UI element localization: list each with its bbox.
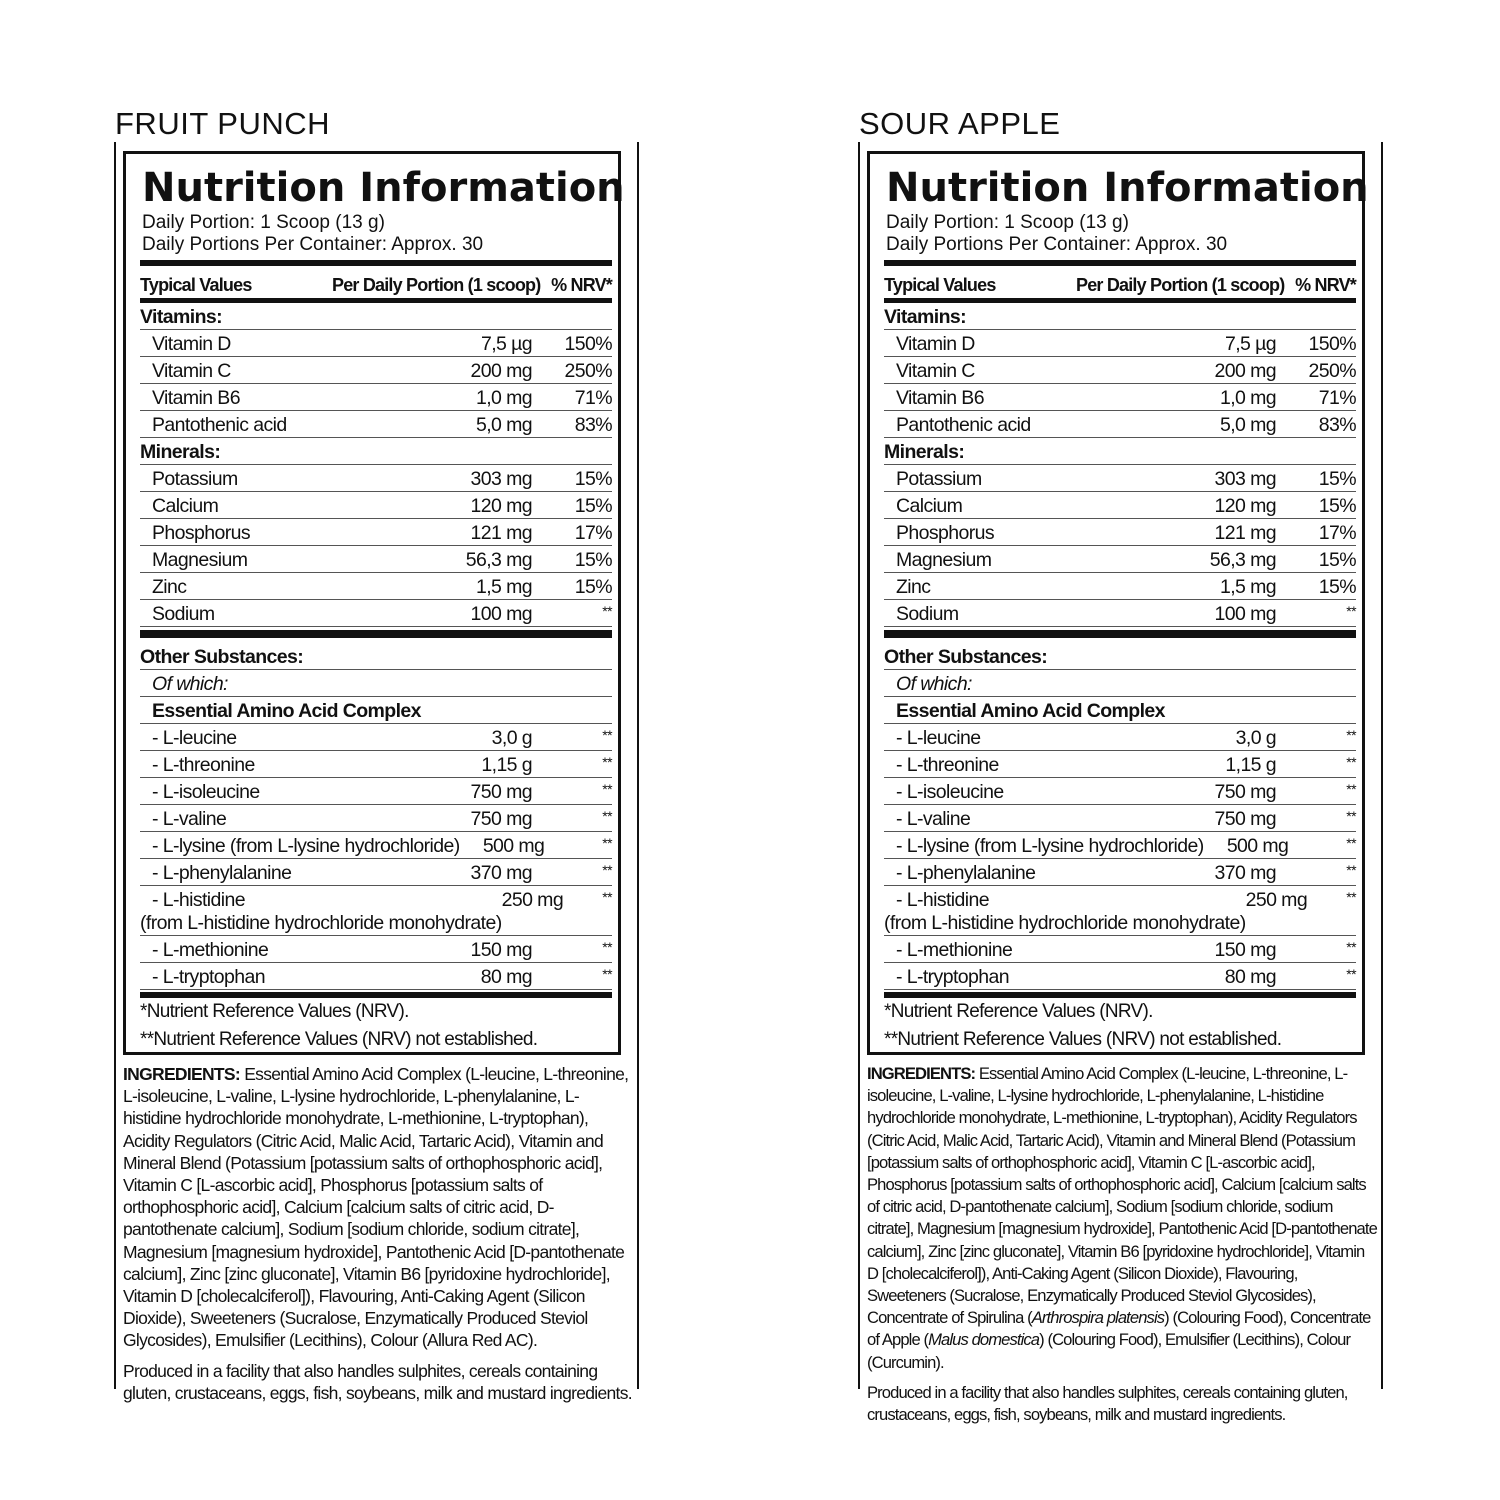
row-name: Calcium (896, 495, 963, 517)
row-nrv: 150% (1308, 333, 1356, 355)
row-amount: 500 mg (482, 835, 545, 857)
table-row (140, 859, 612, 886)
row-amount: 1,0 mg (1219, 387, 1276, 409)
header-nrv: % NRV* (551, 275, 612, 295)
row-amount: 3,0 g (1235, 727, 1276, 749)
row-nrv: ** (602, 835, 612, 851)
table-row (140, 411, 612, 438)
row-amount: 1,15 g (1225, 754, 1276, 776)
footnote-nrv-not-established: **Nutrient Reference Values (NRV) not established. (140, 1029, 538, 1050)
row-nrv: ** (602, 603, 612, 619)
row-nrv: 15% (574, 468, 612, 490)
row-nrv: 15% (574, 576, 612, 598)
row-amount: 150 mg (470, 939, 532, 961)
table-row (140, 936, 612, 963)
row-nrv: ** (602, 939, 612, 955)
divider (140, 630, 612, 638)
row-amount: 150 mg (1214, 939, 1276, 961)
row-name: Pantothenic acid (896, 414, 1031, 436)
row-nrv: ** (1346, 862, 1356, 878)
row-amount: 1,15 g (481, 754, 532, 776)
amino-acid-list-2 (884, 936, 1356, 990)
header-nrv: % NRV* (1295, 275, 1356, 295)
row-amount: 750 mg (470, 781, 532, 803)
row-nrv: 15% (1318, 468, 1356, 490)
daily-portion: Daily Portion: 1 Scoop (13 g) (886, 212, 1129, 233)
footnote-nrv: *Nutrient Reference Values (NRV). (884, 1001, 1153, 1022)
header-per-portion: Per Daily Portion (1 scoop) (1076, 275, 1285, 295)
table-row (884, 832, 1356, 859)
row-amount: 80 mg (480, 966, 532, 988)
row-nrv: ** (1346, 966, 1356, 982)
footnote-nrv: *Nutrient Reference Values (NRV). (140, 1001, 409, 1022)
row-amount: 1,5 mg (1219, 576, 1276, 598)
row-nrv: ** (1346, 835, 1356, 851)
row-amount: 750 mg (1214, 781, 1276, 803)
row-name: - L-threonine (896, 754, 999, 776)
flavor-title: SOUR APPLE (859, 106, 1061, 141)
row-nrv: ** (1346, 781, 1356, 797)
table-row (884, 751, 1356, 778)
row-amount: 303 mg (470, 468, 532, 490)
row-nrv: 15% (574, 549, 612, 571)
row-name: - L-leucine (896, 727, 981, 749)
row-name: - L-histidine (896, 889, 989, 911)
divider (884, 630, 1356, 638)
row-nrv: ** (602, 889, 612, 905)
row-name: - L-leucine (152, 727, 237, 749)
header-per-portion: Per Daily Portion (1 scoop) (332, 275, 541, 295)
table-header (140, 266, 612, 296)
table-row (884, 357, 1356, 384)
row-amount: 7,5 µg (1224, 333, 1276, 355)
table-row (140, 519, 612, 546)
row-amount: 750 mg (1214, 808, 1276, 830)
row-name: Potassium (152, 468, 238, 490)
row-name: - L-valine (896, 808, 971, 830)
row-nrv: 71% (1318, 387, 1356, 409)
row-nrv: 71% (574, 387, 612, 409)
row-nrv: 17% (574, 522, 612, 544)
footnote-nrv-not-established: **Nutrient Reference Values (NRV) not established. (884, 1029, 1282, 1050)
row-name: - L-methionine (896, 939, 1013, 961)
header-typical-values: Typical Values (884, 275, 996, 295)
row-amount: 7,5 µg (480, 333, 532, 355)
row-amount: 1,0 mg (475, 387, 532, 409)
portions-per-container: Daily Portions Per Container: Approx. 30 (142, 234, 484, 255)
row-name: Sodium (896, 603, 959, 625)
label-edge-left (114, 142, 116, 1389)
table-row (884, 936, 1356, 963)
table-header (884, 266, 1356, 296)
row-amount: 100 mg (470, 603, 532, 625)
row-amount: 750 mg (470, 808, 532, 830)
table-row (884, 465, 1356, 492)
table-row (140, 384, 612, 411)
row-nrv: ** (1346, 754, 1356, 770)
nutrition-panel (123, 151, 625, 1055)
ingredients-text: INGREDIENTS: Essential Amino Acid Complex (L-leucine, L-threonine, L-isoleucine, L-valine, L-lysine hydrochloride, L-phenylalanine, L-histidine hydrochloride monohydrate, L-methionine, L-tryptophan), Acidity Regulators (Citric Acid, Malic Acid, Tartaric Acid), Vitamin and Mineral Blend (Potassium [potassium salts of orthophosphoric acid], Vitamin C [L-ascorbic acid], Phosphorus [potassium salts of orthophosphoric acid], Calcium [calcium salts of citric acid, D-pantothenate calcium], Sodium [sodium chloride, sodium citrate], Magnesium [magnesium hydroxide], Pantothenic Acid [D-pantothenate calcium], Zinc [zinc gluconate], Vitamin B6 [pyridoxine hydrochloride], Vitamin D [cholecalciferol]), Anti-Caking Agent (Silicon Dioxide), Flavouring, Sweeteners (Sucralose, Enzymatically Produced Steviol Glycosides), Concentrate of Spirulina (Arthrospira platensis) (Colouring Food), Concentrate of Apple (Malus domestica) (Colouring Food), Emulsifier (Lecithins), Colour (Curcumin). (867, 1064, 1377, 1372)
row-name: - L-threonine (152, 754, 255, 776)
row-amount: 370 mg (1214, 862, 1276, 884)
vitamins-heading: Vitamins: (140, 303, 612, 330)
other-substances-heading: Other Substances: (884, 638, 1356, 670)
row-subname: (from L-histidine hydrochloride monohydrate) (884, 912, 1246, 934)
row-name: - L-lysine (from L-lysine hydrochloride) (896, 835, 1204, 857)
row-name: Vitamin B6 (152, 387, 240, 409)
row-amount: 5,0 mg (475, 414, 532, 436)
row-name: - L-phenylalanine (152, 862, 292, 884)
table-row (140, 963, 612, 990)
panel-title: Nutrition Information (886, 165, 1369, 211)
row-name: Pantothenic acid (152, 414, 287, 436)
row-nrv: 15% (1318, 495, 1356, 517)
minerals-list (884, 465, 1356, 627)
row-name: Phosphorus (152, 522, 251, 544)
row-amount: 56,3 mg (465, 549, 532, 571)
row-amount: 500 mg (1226, 835, 1289, 857)
row-name: Zinc (152, 576, 187, 598)
table-row (140, 805, 612, 832)
table-row (884, 778, 1356, 805)
table-row (140, 330, 612, 357)
row-amount: 121 mg (470, 522, 532, 544)
table-row (140, 600, 612, 627)
row-amount: 5,0 mg (1219, 414, 1276, 436)
row-nrv: ** (1346, 603, 1356, 619)
row-subname: (from L-histidine hydrochloride monohydrate) (140, 912, 502, 934)
row-name: - L-valine (152, 808, 227, 830)
row-name: - L-histidine (152, 889, 245, 911)
vitamins-list (884, 330, 1356, 438)
amino-acid-list (140, 724, 612, 886)
row-name: - L-tryptophan (896, 966, 1009, 988)
table-row (884, 886, 1356, 936)
row-nrv: ** (602, 781, 612, 797)
row-amount: 120 mg (1214, 495, 1276, 517)
row-name: Phosphorus (896, 522, 995, 544)
minerals-heading: Minerals: (884, 438, 1356, 465)
table-row (884, 546, 1356, 573)
panel-title: Nutrition Information (142, 165, 625, 211)
row-amount: 121 mg (1214, 522, 1276, 544)
row-amount: 56,3 mg (1209, 549, 1276, 571)
row-name: Vitamin D (896, 333, 975, 355)
row-nrv: ** (602, 754, 612, 770)
table-row (884, 724, 1356, 751)
portions-per-container: Daily Portions Per Container: Approx. 30 (886, 234, 1228, 255)
row-name: Sodium (152, 603, 215, 625)
minerals-list (140, 465, 612, 627)
table-row (884, 963, 1356, 990)
amino-acid-list-2 (140, 936, 612, 990)
row-nrv: 83% (574, 414, 612, 436)
vitamins-list (140, 330, 612, 438)
row-amount: 250 mg (1245, 889, 1308, 911)
row-nrv: 17% (1318, 522, 1356, 544)
of-which-row: Of which: (884, 670, 1356, 697)
table-row (884, 330, 1356, 357)
amino-acid-list (884, 724, 1356, 886)
row-amount: 3,0 g (491, 727, 532, 749)
of-which-row: Of which: (140, 670, 612, 697)
row-nrv: 15% (1318, 576, 1356, 598)
table-row (140, 465, 612, 492)
daily-portion: Daily Portion: 1 Scoop (13 g) (142, 212, 385, 233)
table-row (140, 751, 612, 778)
row-amount: 120 mg (470, 495, 532, 517)
row-nrv: ** (602, 966, 612, 982)
flavor-title: FRUIT PUNCH (115, 106, 331, 141)
table-row (884, 600, 1356, 627)
table-row (140, 573, 612, 600)
table-row (884, 492, 1356, 519)
allergen-statement: Produced in a facility that also handles sulphites, cereals containing gluten, crustaceans, eggs, fish, soybeans, milk and mustard ingredients. (123, 1360, 632, 1403)
row-nrv: ** (602, 862, 612, 878)
ingredients-text: INGREDIENTS: Essential Amino Acid Complex (L-leucine, L-threonine, L-isoleucine, L-valine, L-lysine hydrochloride, L-phenylalanine, L-histidine hydrochloride monohydrate, L-methionine, L-tryptophan), Acidity Regulators (Citric Acid, Malic Acid, Tartaric Acid), Vitamin and Mineral Blend (Potassium [potassium salts of orthophosphoric acid], Vitamin C [L-ascorbic acid], Phosphorus [potassium salts of orthophosphoric acid], Calcium [calcium salts of citric acid, D-pantothenate calcium], Sodium [sodium chloride, sodium citrate], Magnesium [magnesium hydroxide], Pantothenic Acid [D-pantothenate calcium], Zinc [zinc gluconate], Vitamin B6 [pyridoxine hydrochloride], Vitamin D [cholecalciferol]), Flavouring, Anti-Caking Agent (Silicon Dioxide), Sweeteners (Sucralose, Enzymatically Produced Steviol Glycosides), Emulsifier (Lecithins), Colour (Allura Red AC). (123, 1064, 629, 1351)
table-row (884, 805, 1356, 832)
row-amount: 80 mg (1224, 966, 1276, 988)
row-name: - L-phenylalanine (896, 862, 1036, 884)
row-nrv: ** (1346, 939, 1356, 955)
row-nrv: ** (1346, 727, 1356, 743)
eaa-heading: Essential Amino Acid Complex (140, 697, 612, 724)
row-name: - L-isoleucine (896, 781, 1004, 803)
row-amount: 250 mg (501, 889, 564, 911)
row-nrv: 83% (1318, 414, 1356, 436)
table-row (140, 886, 612, 936)
ingredients-block (867, 1063, 1377, 1426)
label-edge-right (1381, 142, 1383, 1389)
allergen-statement: Produced in a facility that also handles sulphites, cereals containing gluten, crustaceans, eggs, fish, soybeans, milk and mustard ingredients. (867, 1382, 1348, 1425)
minerals-heading: Minerals: (140, 438, 612, 465)
row-nrv: 150% (564, 333, 612, 355)
label-edge-left (858, 142, 860, 1389)
row-name: - L-lysine (from L-lysine hydrochloride) (152, 835, 460, 857)
row-amount: 200 mg (470, 360, 532, 382)
header-typical-values: Typical Values (140, 275, 252, 295)
table-row (884, 384, 1356, 411)
row-name: Magnesium (152, 549, 248, 571)
table-row (140, 492, 612, 519)
row-amount: 1,5 mg (475, 576, 532, 598)
table-row (884, 411, 1356, 438)
row-name: Magnesium (896, 549, 992, 571)
row-name: Vitamin C (896, 360, 975, 382)
ingredients-block (123, 1063, 633, 1404)
table-row (884, 859, 1356, 886)
row-nrv: ** (1346, 808, 1356, 824)
vitamins-heading: Vitamins: (884, 303, 1356, 330)
row-name: - L-isoleucine (152, 781, 260, 803)
row-amount: 370 mg (470, 862, 532, 884)
row-name: - L-methionine (152, 939, 269, 961)
row-name: Vitamin C (152, 360, 231, 382)
row-nrv: 250% (1308, 360, 1356, 382)
row-nrv: 15% (574, 495, 612, 517)
row-name: - L-tryptophan (152, 966, 265, 988)
eaa-heading: Essential Amino Acid Complex (884, 697, 1356, 724)
other-substances-heading: Other Substances: (140, 638, 612, 670)
row-nrv: 15% (1318, 549, 1356, 571)
row-nrv: ** (1346, 889, 1356, 905)
row-name: Zinc (896, 576, 931, 598)
row-nrv: 250% (564, 360, 612, 382)
row-name: Calcium (152, 495, 219, 517)
row-amount: 100 mg (1214, 603, 1276, 625)
row-nrv: ** (602, 808, 612, 824)
row-amount: 303 mg (1214, 468, 1276, 490)
row-name: Vitamin B6 (896, 387, 984, 409)
table-row (140, 778, 612, 805)
row-name: Potassium (896, 468, 982, 490)
label-edge-right (637, 142, 639, 1389)
row-amount: 200 mg (1214, 360, 1276, 382)
table-row (140, 724, 612, 751)
table-row (140, 832, 612, 859)
table-row (884, 519, 1356, 546)
row-nrv: ** (602, 727, 612, 743)
row-name: Vitamin D (152, 333, 231, 355)
nutrition-panel (867, 151, 1369, 1055)
table-row (884, 573, 1356, 600)
table-row (140, 546, 612, 573)
table-row (140, 357, 612, 384)
